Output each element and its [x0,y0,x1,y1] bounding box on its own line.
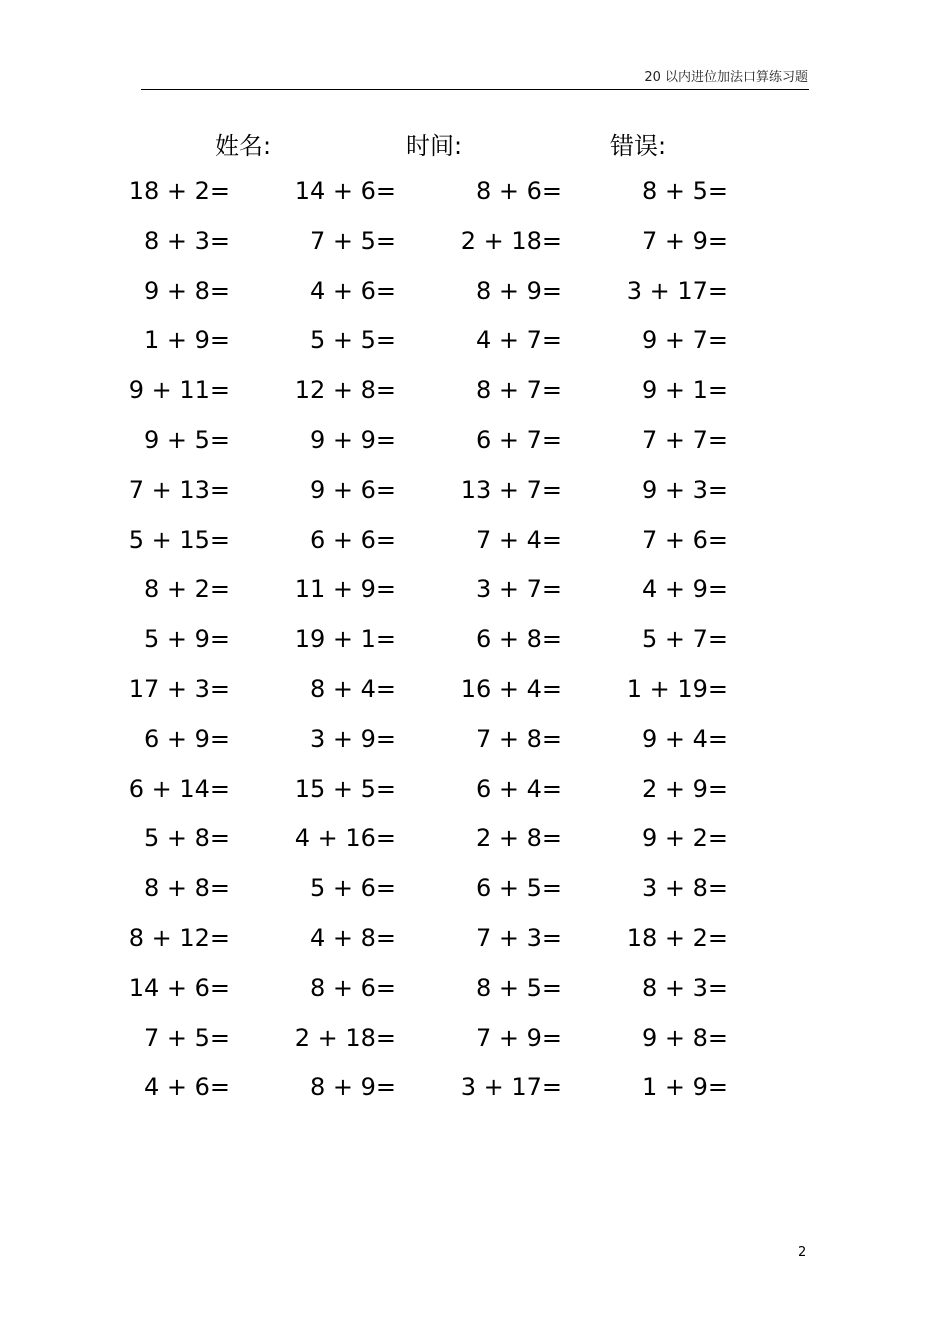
problem-item: 9 + 3= [641,475,728,504]
problem-item: 5 + 8= [143,824,230,853]
problem-item: 2 + 18= [460,226,562,255]
problem-item: 6 + 4= [475,774,562,803]
problem-item: 9 + 9= [309,425,396,454]
problem-item: 8 + 3= [143,226,230,255]
problem-item: 1 + 19= [626,674,728,703]
problem-item: 13 + 7= [460,475,562,504]
problem-item: 7 + 9= [641,226,728,255]
problem-item: 8 + 12= [128,923,230,952]
problem-item: 8 + 9= [309,1073,396,1102]
problem-item: 7 + 9= [475,1023,562,1052]
problem-item: 4 + 7= [475,326,562,355]
problem-item: 6 + 7= [475,425,562,454]
problem-item: 2 + 18= [294,1023,396,1052]
page-header-title: 20 以内进位加法口算练习题 [644,70,808,85]
problem-item: 4 + 8= [309,923,396,952]
name-label: 姓名: [215,132,272,160]
problem-item: 15 + 5= [294,774,396,803]
problem-item: 16 + 4= [460,674,562,703]
problem-item: 7 + 7= [641,425,728,454]
problem-item: 19 + 1= [294,625,396,654]
problem-item: 5 + 15= [128,525,230,554]
problem-item: 9 + 4= [641,724,728,753]
problem-item: 8 + 6= [475,177,562,205]
problem-item: 8 + 3= [641,973,728,1002]
problem-item: 9 + 11= [128,376,230,405]
problem-item: 3 + 8= [641,874,728,903]
problem-item: 4 + 9= [641,575,728,604]
time-label: 时间: [406,132,463,160]
problem-item: 8 + 5= [475,973,562,1002]
problem-item: 8 + 8= [143,874,230,903]
problem-item: 6 + 6= [309,525,396,554]
problem-item: 18 + 2= [128,177,230,205]
problem-item: 4 + 16= [294,824,396,853]
problem-item: 5 + 7= [641,625,728,654]
problem-item: 8 + 9= [475,276,562,305]
problem-item: 12 + 8= [294,376,396,405]
problem-item: 14 + 6= [128,973,230,1002]
problem-item: 9 + 8= [143,276,230,305]
problem-item: 9 + 7= [641,326,728,355]
problem-item: 4 + 6= [143,1073,230,1102]
problem-item: 9 + 1= [641,376,728,405]
problem-item: 7 + 13= [128,475,230,504]
problem-item: 6 + 9= [143,724,230,753]
problem-item: 9 + 5= [143,425,230,454]
problem-item: 9 + 2= [641,824,728,853]
problem-item: 8 + 4= [309,674,396,703]
problem-item: 1 + 9= [143,326,230,355]
problem-item: 1 + 9= [641,1073,728,1102]
problem-item: 6 + 8= [475,625,562,654]
problem-item: 8 + 2= [143,575,230,604]
problem-item: 18 + 2= [626,923,728,952]
problem-item: 7 + 5= [309,226,396,255]
problem-item: 7 + 5= [143,1023,230,1052]
problem-item: 7 + 8= [475,724,562,753]
problem-item: 11 + 9= [294,575,396,604]
problem-item: 3 + 17= [626,276,728,305]
problem-item: 5 + 9= [143,625,230,654]
problem-item: 9 + 6= [309,475,396,504]
problem-item: 3 + 9= [309,724,396,753]
problem-item: 2 + 8= [475,824,562,853]
problem-item: 7 + 4= [475,525,562,554]
problem-item: 17 + 3= [128,674,230,703]
errors-label: 错误: [610,132,667,160]
problem-item: 4 + 6= [309,276,396,305]
problem-item: 8 + 6= [309,973,396,1002]
problem-item: 3 + 17= [460,1073,562,1102]
page-number: 2 [798,1245,807,1260]
problem-item: 2 + 9= [641,774,728,803]
problem-item: 5 + 6= [309,874,396,903]
problem-item: 7 + 6= [641,525,728,554]
problem-item: 6 + 14= [128,774,230,803]
problem-item: 9 + 8= [641,1023,728,1052]
problem-item: 14 + 6= [294,177,396,205]
header-rule [141,89,809,90]
problem-item: 6 + 5= [475,874,562,903]
problem-item: 3 + 7= [475,575,562,604]
problem-grid [120,172,728,1118]
problem-item: 7 + 3= [475,923,562,952]
problem-item: 8 + 5= [641,177,728,205]
problem-item: 5 + 5= [309,326,396,355]
problem-item: 8 + 7= [475,376,562,405]
